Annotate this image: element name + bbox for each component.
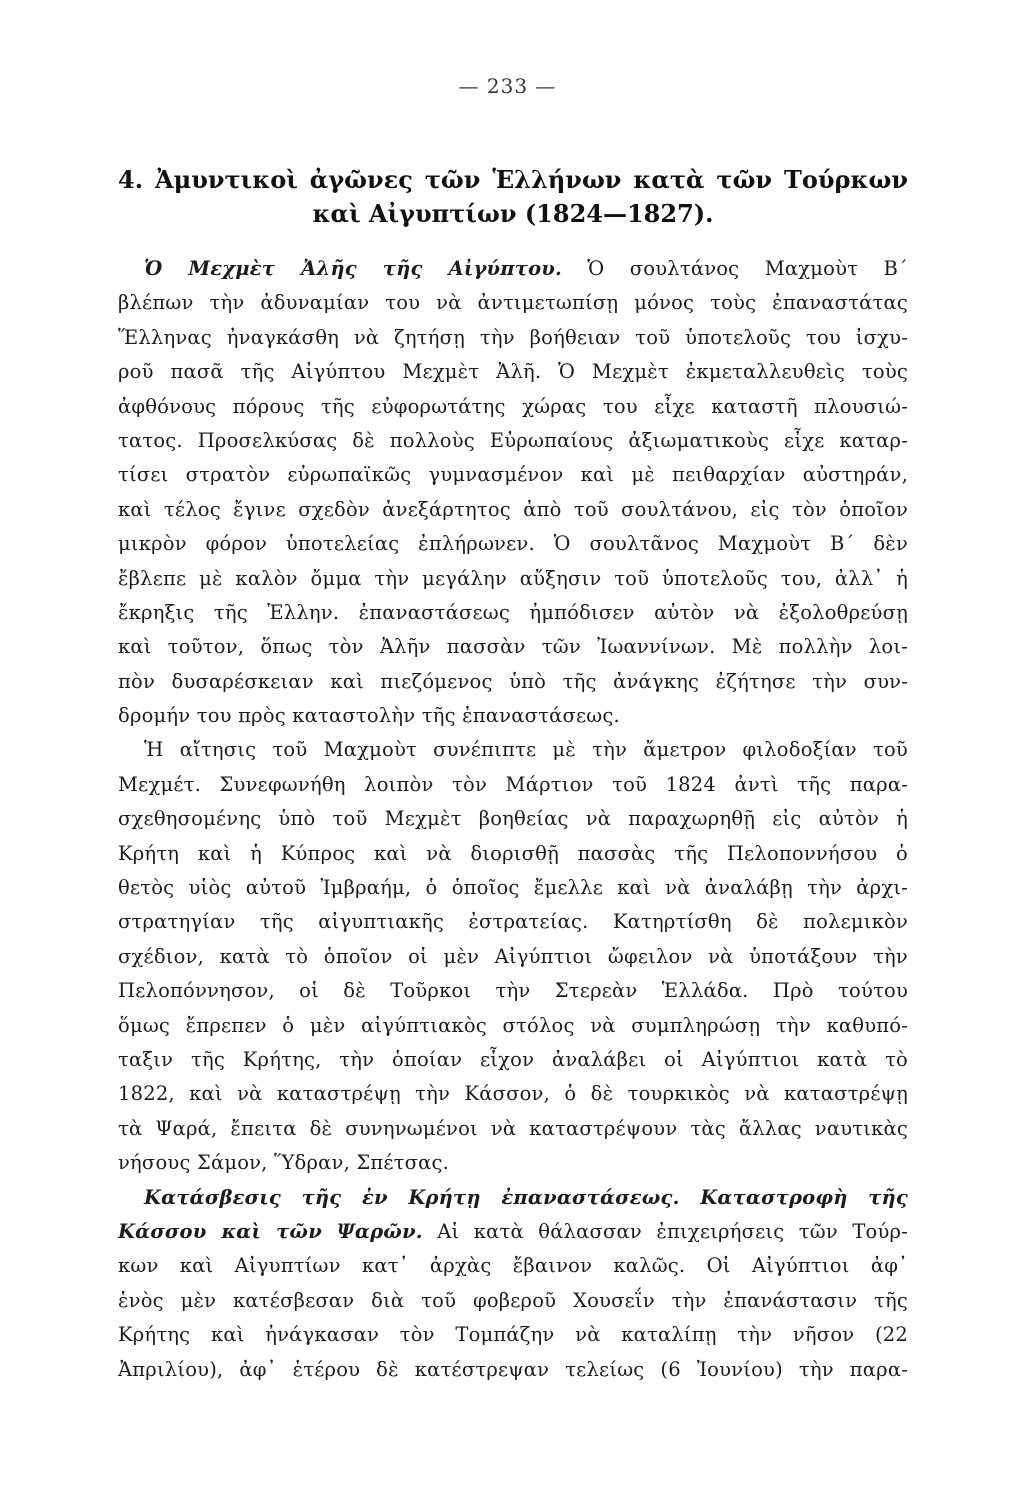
text-line: Κρήτης καὶ ἠνάγκασαν τὸν Τομπάζην νὰ καταλίπῃ τὴν νῆσον (22 — [118, 1323, 908, 1347]
text-line: τὰ Ψαρά, ἔπειτα δὲ συνηνωμένοι νὰ καταστρέψουν τὰς ἄλλας ναυτικὰς — [118, 1116, 908, 1140]
text-line: Πελοπόννησον, οἱ δὲ Τοῦρκοι τὴν Στερεὰν Ἑλλάδα. Πρὸ τούτου — [118, 979, 908, 1003]
text-line: κων καὶ Αἰγυπτίων κατ᾽ ἀρχὰς ἔβαινον καλῶς. Οἱ Αἰγύπτιοι ἀφ᾽ — [118, 1254, 908, 1278]
text-line: σχέδιον, κατὰ τὸ ὁποῖον οἱ μὲν Αἰγύπτιοι ὤφειλον νὰ ὑποτάξουν τὴν — [118, 944, 908, 968]
text-line: νήσους Σάμον, Ὕδραν, Σπέτσας. — [118, 1151, 450, 1175]
text-line: ἑνὸς μὲν κατέσβεσαν διὰ τοῦ φοβεροῦ Χουσεΐν τὴν ἐπανάστασιν τῆς — [118, 1288, 908, 1312]
text-line: μικρὸν φόρον ὑποτελείας ἐπλήρωνεν. Ὁ σουλτᾶνος Μαχμοὺτ Β´ δὲν — [118, 532, 908, 556]
text-line: Κάσσου καὶ τῶν Ψαρῶν. Αἱ κατὰ θάλασσαν ἐπιχειρήσεις τῶν Τούρ- — [118, 1219, 908, 1243]
text-line: ταξιν τῆς Κρήτης, τὴν ὁποίαν εἶχον ἀναλάβει οἱ Αἰγύπτιοι κατὰ τὸ — [118, 1047, 908, 1071]
body-text — [118, 252, 908, 1387]
text-line: καὶ τέλος ἔγινε σχεδὸν ἀνεξάρτητος ἀπὸ τοῦ σουλτάνου, εἰς τὸν ὁποῖον — [118, 497, 908, 521]
text-line: δρομήν του πρὸς καταστολὴν τῆς ἐπαναστάσεως. — [118, 704, 620, 728]
text-line: ἔκρηξις τῆς Ἑλλην. ἐπαναστάσεως ἠμπόδισεν αὐτὸν νὰ ἐξολοθρεύσῃ — [118, 600, 908, 624]
paragraph-heading: Κατάσβεσις τῆς ἐν Κρήτῃ ἐπαναστάσεως. Καταστροφὴ τῆς — [144, 1185, 908, 1209]
section-title — [118, 163, 908, 231]
text-line: Κρήτη καὶ ἡ Κύπρος καὶ νὰ διορισθῇ πασσὰς τῆς Πελοποννήσου ὁ — [118, 841, 908, 865]
text-line: καὶ τοῦτον, ὅπως τὸν Ἀλῆν πασσὰν τῶν Ἰωαννίνων. Μὲ πολλὴν λοι- — [118, 635, 908, 659]
text-line: στρατηγίαν τῆς αἰγυπτιακῆς ἐστρατείας. Κατηρτίσθη δὲ πολεμικὸν — [118, 910, 908, 934]
paragraph-heading-cont: Κάσσου καὶ τῶν Ψαρῶν. — [118, 1219, 423, 1243]
text-line: σχεθησομένης ὑπὸ τοῦ Μεχμὲτ βοηθείας νὰ παραχωρηθῇ εἰς αὐτὸν ἡ — [118, 807, 908, 831]
section-title-line-2: καὶ Αἰγυπτίων (1824—1827). — [312, 199, 714, 228]
text-line: βλέπων τὴν ἀδυναμίαν του νὰ ἀντιμετωπίσῃ μόνος τοὺς ἐπαναστάτας — [118, 291, 908, 315]
text-line: τατος. Προσελκύσας δὲ πολλοὺς Εὐρωπαίους ἀξιωματικοὺς εἶχε καταρ- — [118, 428, 908, 452]
text-line: Μεχμέτ. Συνεφωνήθη λοιπὸν τὸν Μάρτιον τοῦ 1824 ἀντὶ τῆς παρα- — [118, 772, 908, 796]
text-line: Ἡ αἴτησις τοῦ Μαχμοὺτ συνέπιπτε μὲ τὴν ἄμετρον φιλοδοξίαν τοῦ — [144, 738, 908, 762]
text-line: θετὸς υἱὸς αὐτοῦ Ἰμβραήμ, ὁ ὁποῖος ἔμελλε καὶ νὰ ἀναλάβῃ τὴν ἀρχι- — [118, 876, 908, 900]
text-line: ροῦ πασᾶ τῆς Αἰγύπτου Μεχμὲτ Ἀλῆ. Ὁ Μεχμὲτ ἐκμεταλλευθεὶς τοὺς — [118, 360, 908, 384]
text-line: Ἕλληνας ἠναγκάσθη νὰ ζητήσῃ τὴν βοήθειαν τοῦ ὑποτελοῦς του ἰσχυ- — [118, 325, 908, 349]
text-line: Ὁ Μεχμὲτ Ἀλῆς τῆς Αἰγύπτου. Ὁ σουλτάνος Μαχμοὺτ Β´ — [144, 257, 908, 280]
text-line: ἔβλεπε μὲ καλὸν ὄμμα τὴν μεγάλην αὔξησιν τοῦ ὑποτελοῦς του, ἀλλ᾽ ἡ — [118, 566, 908, 590]
text-line: ὅμως ἔπρεπεν ὁ μὲν αἰγύπτιακὸς στόλος νὰ συμπληρώσῃ τὴν καθυπό- — [118, 1013, 908, 1037]
text-line: ἀφθόνους πόρους τῆς εὐφορωτάτης χώρας του εἶχε καταστῆ πλουσιώ- — [118, 394, 908, 418]
text-line: πὸν δυσαρέσκειαν καὶ πιεζόμενος ὑπὸ τῆς ἀνάγκης ἐζήτησε τὴν συν- — [118, 669, 908, 693]
text-line: 1822, καὶ νὰ καταστρέψῃ τὴν Κάσσον, ὁ δὲ τουρκικὸς νὰ καταστρέψῃ — [118, 1082, 908, 1106]
section-title-line-1: 4. Ἀμυντικοὶ ἀγῶνες τῶν Ἑλλήνων κατὰ τῶν Τούρκων — [118, 165, 908, 194]
text-line: Ἀπριλίου), ἀφ᾽ ἑτέρου δὲ κατέστρεψαν τελείως (6 Ἰουνίου) τὴν παρα- — [118, 1357, 908, 1381]
text-line: τίσει στρατὸν εὐρωπαϊκῶς γυμνασμένον καὶ μὲ πειθαρχίαν αὐστηράν, — [118, 463, 908, 487]
paragraph-heading: Ὁ Μεχμὲτ Ἀλῆς τῆς Αἰγύπτου. — [144, 257, 563, 280]
page-number: — 233 — — [458, 74, 557, 98]
